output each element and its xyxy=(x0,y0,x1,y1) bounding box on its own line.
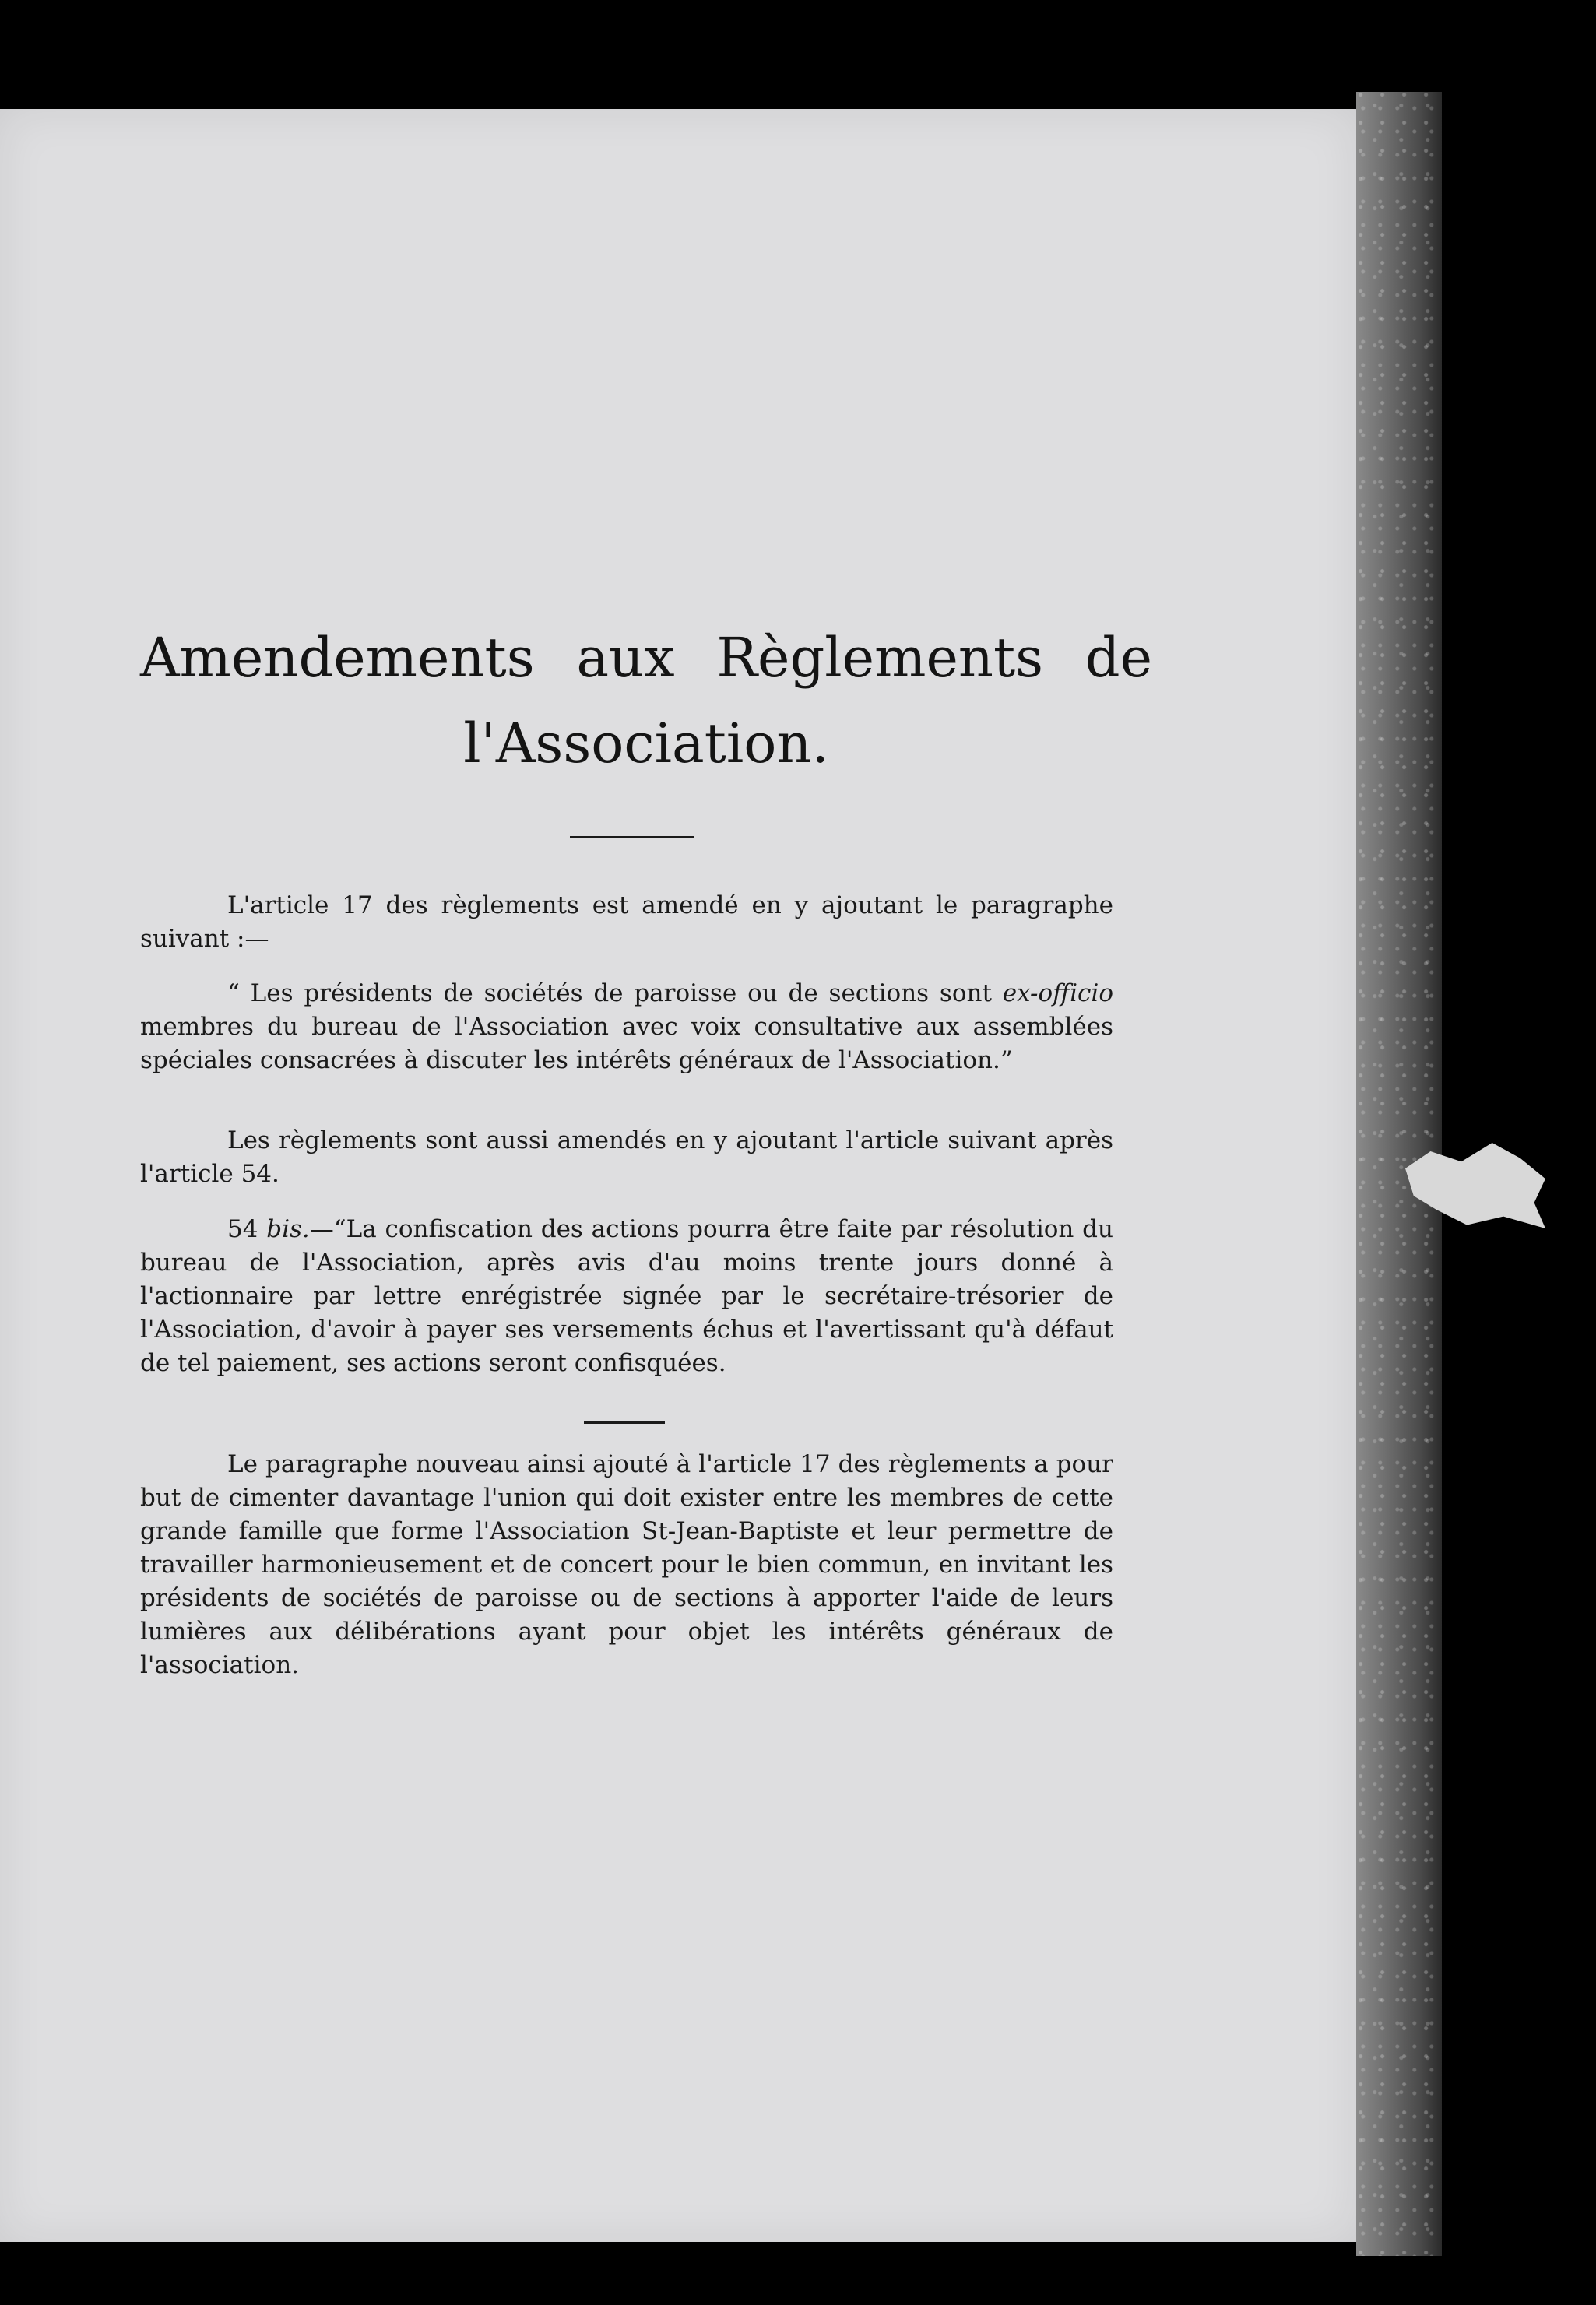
article-number: 54 xyxy=(227,1215,267,1243)
document-title xyxy=(140,615,1152,786)
article-bis-italic: bis. xyxy=(266,1215,310,1243)
title-divider xyxy=(570,836,694,838)
paragraph-article-54-bis xyxy=(140,1213,1113,1380)
section-divider xyxy=(584,1421,665,1424)
title-line-1: Amendements aux Règlements de xyxy=(140,626,1152,690)
article-body: —“La confiscation des actions pourra être faite par résolution du bureau de l'Association, après avis d'au moins trente jours donné à l'actionnaire par lettre enrégistrée signée par le secrétaire-trésorier de l'Association, d'avoir à payer ses versements échus et l'avertissant qu'à défaut de tel paiement, ses actions seront confisquées. xyxy=(140,1215,1113,1377)
paragraph-explanation: Le paragraphe nouveau ainsi ajouté à l'article 17 des règlements a pour but de cimenter davantage l'union qui doit exister entre les membres de cette grande famille que forme l'Association St-Jean-Baptiste et leur permettre de travailler harmonieusement et de concert pour le bien commun, en invitant les présidents de sociétés de paroisse ou de sections à apporter l'aide de leurs lumières aux délibérations ayant pour objet les intérêts généraux de l'association. xyxy=(140,1450,1113,1679)
quote-after: membres du bureau de l'Association avec voix consultative aux assemblées spéciales consacrées à discuter les intérêts généraux de l'Association.” xyxy=(140,1013,1113,1074)
paragraph-amendment-article-17: L'article 17 des règlements est amendé en y ajoutant le paragraphe suivant :— xyxy=(140,891,1113,953)
paragraph-quoted-amendment xyxy=(140,977,1113,1077)
quote-italic-term: ex-officio xyxy=(1002,979,1113,1007)
quote-before: “ Les présidents de sociétés de paroisse ou de sections sont xyxy=(227,979,1003,1007)
title-line-2: l'Association. xyxy=(463,712,829,775)
paragraph-article-54-intro: Les règlements sont aussi amendés en y ajoutant l'article suivant après l'article 54. xyxy=(140,1126,1113,1188)
